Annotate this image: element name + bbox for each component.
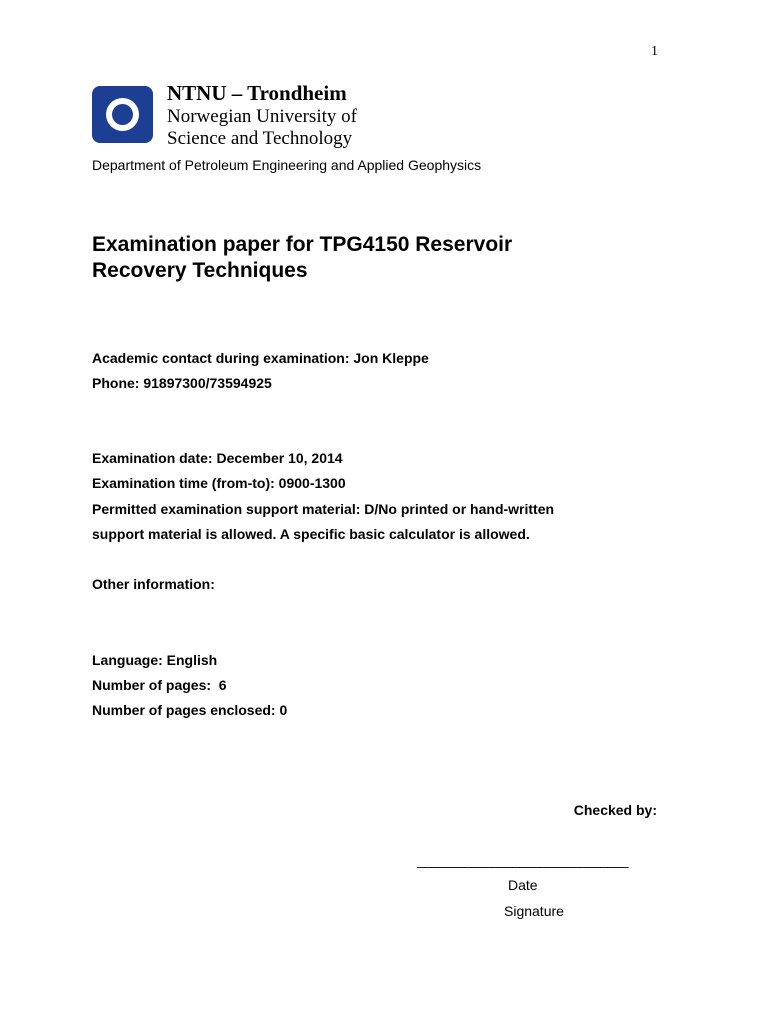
department-name: Department of Petroleum Engineering and Applied Geophysics [92,157,482,173]
university-name: NTNU – Trondheim [167,81,347,105]
title-line1: Examination paper for TPG4150 Reservoir [92,233,513,256]
support-material-line2: support material is allowed. A specific basic calculator is allowed. [92,526,530,542]
logo-ring [106,98,139,131]
page-number: 1 [651,44,658,59]
academic-contact: Academic contact during examination: Jon Kleppe [92,350,429,366]
exam-time: Examination time (from-to): 0900-1300 [92,475,346,491]
language: Language: English [92,652,218,668]
date-label: Date [508,877,538,893]
ntnu-logo-icon [92,86,153,143]
exam-date: Examination date: December 10, 2014 [92,450,343,466]
title-line2: Recovery Techniques [92,259,308,282]
logo-core [112,104,133,125]
university-logo-text [167,82,357,150]
support-material-line1: Permitted examination support material: D/No printed or hand-written [92,501,555,517]
checked-by-label: Checked by: [573,802,657,818]
number-of-pages: Number of pages: 6 [92,677,227,693]
phone-number: Phone: 91897300/73594925 [92,375,272,391]
university-subtitle-line1: Norwegian University of [167,106,357,127]
other-information: Other information: [92,576,215,592]
pages-enclosed: Number of pages enclosed: 0 [92,702,288,718]
signature-label: Signature [504,903,564,919]
signature-line: _______________________________ [417,852,628,868]
university-subtitle-line2: Science and Technology [167,128,353,149]
document-title [92,232,592,284]
